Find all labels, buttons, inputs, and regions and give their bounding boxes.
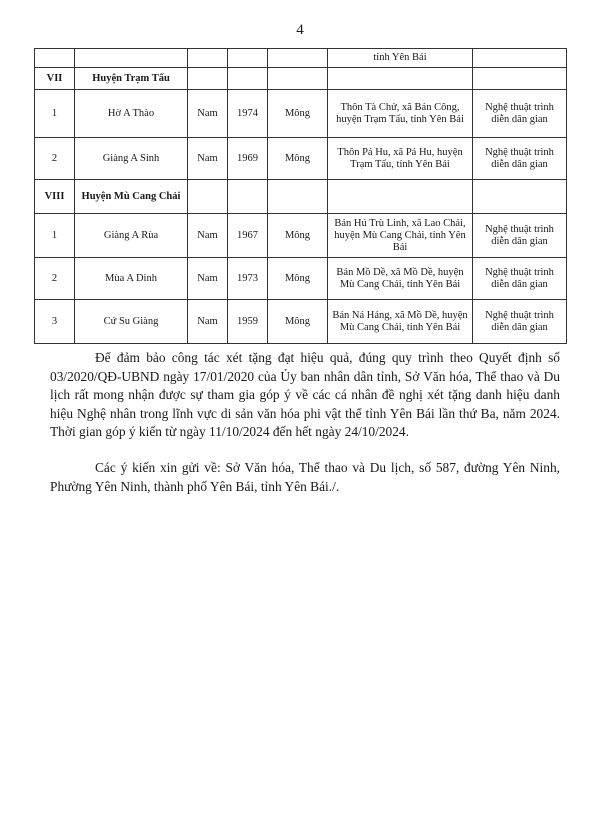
stt-cell: 1 bbox=[35, 90, 75, 138]
field-cell: Nghệ thuật trình diễn dân gian bbox=[473, 258, 567, 300]
name-cell: Cứ Su Giàng bbox=[75, 300, 188, 344]
table-row bbox=[35, 214, 567, 258]
group-header-row bbox=[35, 180, 567, 214]
name-cell: Giàng A Rùa bbox=[75, 214, 188, 258]
table-row bbox=[35, 258, 567, 300]
artisan-table bbox=[34, 48, 567, 344]
stt-cell: 1 bbox=[35, 214, 75, 258]
address-cell: Bản Hú Trù Linh, xã Lao Chải, huyện Mù Cang Chải, tỉnh Yên Bái bbox=[328, 214, 473, 258]
name-cell: Hờ A Thào bbox=[75, 90, 188, 138]
group-header-row bbox=[35, 68, 567, 90]
gender-cell: Nam bbox=[188, 258, 228, 300]
ethnic-cell: Mông bbox=[268, 90, 328, 138]
table-row bbox=[35, 300, 567, 344]
ethnic-cell: Mông bbox=[268, 258, 328, 300]
table-row bbox=[35, 90, 567, 138]
stt-cell: 2 bbox=[35, 138, 75, 180]
gender-cell: Nam bbox=[188, 300, 228, 344]
address-cell: Bản Ná Háng, xã Mồ Dề, huyện Mù Cang Chải, tỉnh Yên Bái bbox=[328, 300, 473, 344]
address-cell: tỉnh Yên Bái bbox=[328, 49, 473, 68]
group-roman: VII bbox=[35, 68, 75, 90]
stt-cell: 2 bbox=[35, 258, 75, 300]
gender-cell: Nam bbox=[188, 90, 228, 138]
address-cell: Thôn Pá Hu, xã Pá Hu, huyện Trạm Tấu, tỉnh Yên Bái bbox=[328, 138, 473, 180]
table-row-continuation bbox=[35, 49, 567, 68]
field-cell: Nghệ thuật trình diễn dân gian bbox=[473, 214, 567, 258]
name-cell: Giàng A Sinh bbox=[75, 138, 188, 180]
year-cell: 1967 bbox=[228, 214, 268, 258]
year-cell: 1959 bbox=[228, 300, 268, 344]
year-cell: 1974 bbox=[228, 90, 268, 138]
field-cell: Nghệ thuật trình diễn dân gian bbox=[473, 90, 567, 138]
year-cell: 1969 bbox=[228, 138, 268, 180]
field-cell: Nghệ thuật trình diễn dân gian bbox=[473, 138, 567, 180]
group-district: Huyện Trạm Tấu bbox=[75, 68, 188, 90]
year-cell: 1973 bbox=[228, 258, 268, 300]
field-cell: Nghệ thuật trình diễn dân gian bbox=[473, 300, 567, 344]
ethnic-cell: Mông bbox=[268, 214, 328, 258]
contact-address-paragraph: Các ý kiến xin gửi về: Sở Văn hóa, Thể thao và Du lịch, số 587, đường Yên Ninh, Phường Yên Ninh, thành phố Yên Bái, tỉnh Yên Bái./. bbox=[50, 460, 560, 494]
address-cell: Bản Mồ Dề, xã Mồ Dề, huyện Mù Cang Chải, tỉnh Yên Bái bbox=[328, 258, 473, 300]
stt-cell: 3 bbox=[35, 300, 75, 344]
table-row bbox=[35, 138, 567, 180]
gender-cell: Nam bbox=[188, 138, 228, 180]
page-number: 4 bbox=[296, 22, 304, 38]
ethnic-cell: Mông bbox=[268, 300, 328, 344]
address-cell: Thôn Tà Chử, xã Bản Công, huyện Trạm Tấu, tỉnh Yên Bái bbox=[328, 90, 473, 138]
gender-cell: Nam bbox=[188, 214, 228, 258]
ethnic-cell: Mông bbox=[268, 138, 328, 180]
name-cell: Mùa A Dinh bbox=[75, 258, 188, 300]
feedback-request-paragraph: Để đảm bảo công tác xét tặng đạt hiệu quả, đúng quy trình theo Quyết định số 03/2020/QĐ-UBND ngày 17/01/2020 của Ủy ban nhân dân tỉnh, Sở Văn hóa, Thể thao và Du lịch rất mong nhận được sự tham gia góp ý về các cá nhân đề nghị xét tặng danh hiệu danh hiệu Nghệ nhân trong lĩnh vực di sản văn hóa phi vật thể tỉnh Yên Bái lần thứ Ba, năm 2024. Thời gian góp ý kiến từ ngày 11/10/2024 đến hết ngày 24/10/2024. bbox=[50, 350, 560, 439]
group-roman: VIII bbox=[35, 180, 75, 214]
group-district: Huyện Mù Cang Chải bbox=[75, 180, 188, 214]
